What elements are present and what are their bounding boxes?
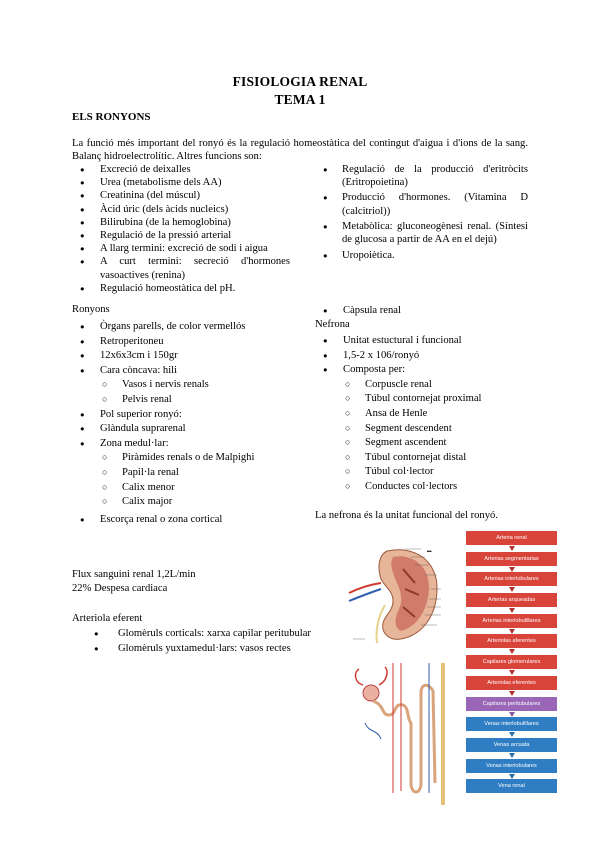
nephron-drawing [356, 663, 443, 805]
list-item: ● Retroperitoneu [72, 335, 302, 350]
list-item: ● Unitat estuctural i funcional [315, 334, 535, 349]
flow-step-venas-arcuata: Venas arcuata [466, 738, 557, 752]
list-subitem: ○ Segment descendent [315, 422, 535, 437]
list-subitem: ○ Corpuscle renal [315, 378, 535, 393]
flow-step-venas-interlobulares: Venas interlobulares [466, 759, 557, 773]
list-item: ● Cara còncava: hili [72, 364, 302, 379]
flow-step-arteriolas-eferentes: Arteriolas eferentes [466, 676, 557, 690]
flow-step-arterias-segmentarias: Arterias segmentarias [466, 552, 557, 566]
nefrona-list [315, 334, 535, 495]
page-title: FISIOLOGIA RENAL [232, 74, 368, 89]
list-item: ● Glomèruls corticals: xarxa capilar peritubular [72, 626, 322, 641]
list-subitem: ○ Pelvis renal [72, 393, 302, 408]
flow-step-arteriolas-aferentes: Arteriolas aferentes [466, 634, 557, 648]
list-item: ● Producció d'hormones. (Vitamina D (calcitriol)) [315, 191, 528, 217]
list-item: ● 1,5-2 x 106/ronyó [315, 349, 535, 364]
arteriola-list [72, 626, 322, 656]
list-item: ● Òrgans parells, de color vermellós [72, 320, 302, 335]
functions-list-right [315, 163, 528, 262]
nefrona-heading: Nefrona [315, 319, 350, 330]
list-item: ● Creatinina (del múscul) [72, 189, 290, 202]
list-subitem: ○ Calix menor [72, 481, 302, 496]
list-item: ● Àcid úric (dels àcids nucleics) [72, 203, 290, 216]
ronyons-list [72, 320, 302, 527]
list-item: ● Càpsula renal [315, 304, 535, 319]
kidney-nephron-illustration [345, 543, 463, 811]
list-item: ● Excreció de deixalles [72, 163, 290, 176]
capsula-list [315, 304, 535, 319]
list-subitem: ○ Conductes col·lectors [315, 480, 535, 495]
list-subitem: ○ Calix major [72, 495, 302, 510]
list-subitem: ○ Papil·la renal [72, 466, 302, 481]
list-item: ● Regulació de la pressió arterial [72, 229, 290, 242]
section-heading-ronyons: ELS RONYONS [72, 111, 151, 123]
flow-step-arterias-interlobulares: Arterias interlobulares [466, 572, 557, 586]
flow-step-arteria-renal: Arteria renal [466, 531, 557, 545]
list-item: ● Escorça renal o zona cortical [72, 513, 302, 528]
flow-step-vena-renal: Vena renal [466, 779, 557, 793]
flow-step-capilares-peritubulares: Capilares peritubulares [466, 697, 557, 711]
list-subitem: ○ Túbul col·lector [315, 465, 535, 480]
list-item: ● Zona medul·lar: [72, 437, 302, 452]
list-subitem: ○ Vasos i nervis renals [72, 378, 302, 393]
list-subitem: ○ Piràmides renals o de Malpighi [72, 451, 302, 466]
flux-text: Flux sanguini renal 1,2L/min [72, 569, 196, 580]
nefrona-note: La nefrona és la unitat funcional del ronyó. [315, 510, 498, 521]
list-item: ● Bilirubina (de la hemoglobina) [72, 216, 290, 229]
list-subitem: ○ Túbul contornejat distal [315, 451, 535, 466]
list-subitem: ○ Túbul contornejat proximal [315, 392, 535, 407]
list-item: ● 12x6x3cm i 150gr [72, 349, 302, 364]
despesa-text: 22% Despesa cardiaca [72, 583, 168, 594]
functions-list-left [72, 163, 290, 295]
list-item: ● Glomèruls yuxtamedul·lars: vasos rectes [72, 641, 322, 656]
list-item: ● Metabòlica: gluconeogènesi renal. (Síntesi de glucosa a partir de AA en el dejú) [315, 220, 528, 246]
page-subtitle: TEMA 1 [274, 92, 326, 107]
list-item: ● Uropoiètica. [315, 249, 528, 262]
list-item: ● Composta per: [315, 363, 535, 378]
list-subitem: ○ Segment ascendent [315, 436, 535, 451]
flow-step-arterias-interlobulillares: Arterias interlobulillares [466, 614, 557, 628]
intro-paragraph: La funció més important del ronyó és la regulació homeostàtica del contingut d'aigua i d'ions de la sang. Balanç hidroelectrolític. Altres funcions son: [72, 138, 528, 162]
ronyons-heading: Ronyons [72, 304, 110, 315]
flow-step-capilares-glomerulares: Capilares glomerulares [466, 655, 557, 669]
list-item: ● Glàndula suprarenal [72, 422, 302, 437]
list-item: ● Regulació homeostàtica del pH. [72, 282, 290, 295]
list-item: ● A curt termini: secreció d'hormones vasoactives (renina) [72, 255, 290, 281]
list-item: ● Urea (metabolisme dels AA) [72, 176, 290, 189]
list-item: ● Pol superior ronyó: [72, 408, 302, 423]
list-item: ● Regulació de la producció d'eritròcits (Eritropoietina) [315, 163, 528, 189]
list-item: ● A llarg termini: excreció de sodi i aigua [72, 242, 290, 255]
arteriola-heading: Arteriola eferent [72, 613, 143, 624]
list-subitem: ○ Ansa de Henle [315, 407, 535, 422]
blood-flow-flowchart [466, 531, 557, 800]
flow-step-venas-interlobulillares: Venas interlobulillares [466, 717, 557, 731]
flow-step-arterias-arqueadas: Arterias arqueadas [466, 593, 557, 607]
kidney-cross-section [349, 550, 437, 643]
